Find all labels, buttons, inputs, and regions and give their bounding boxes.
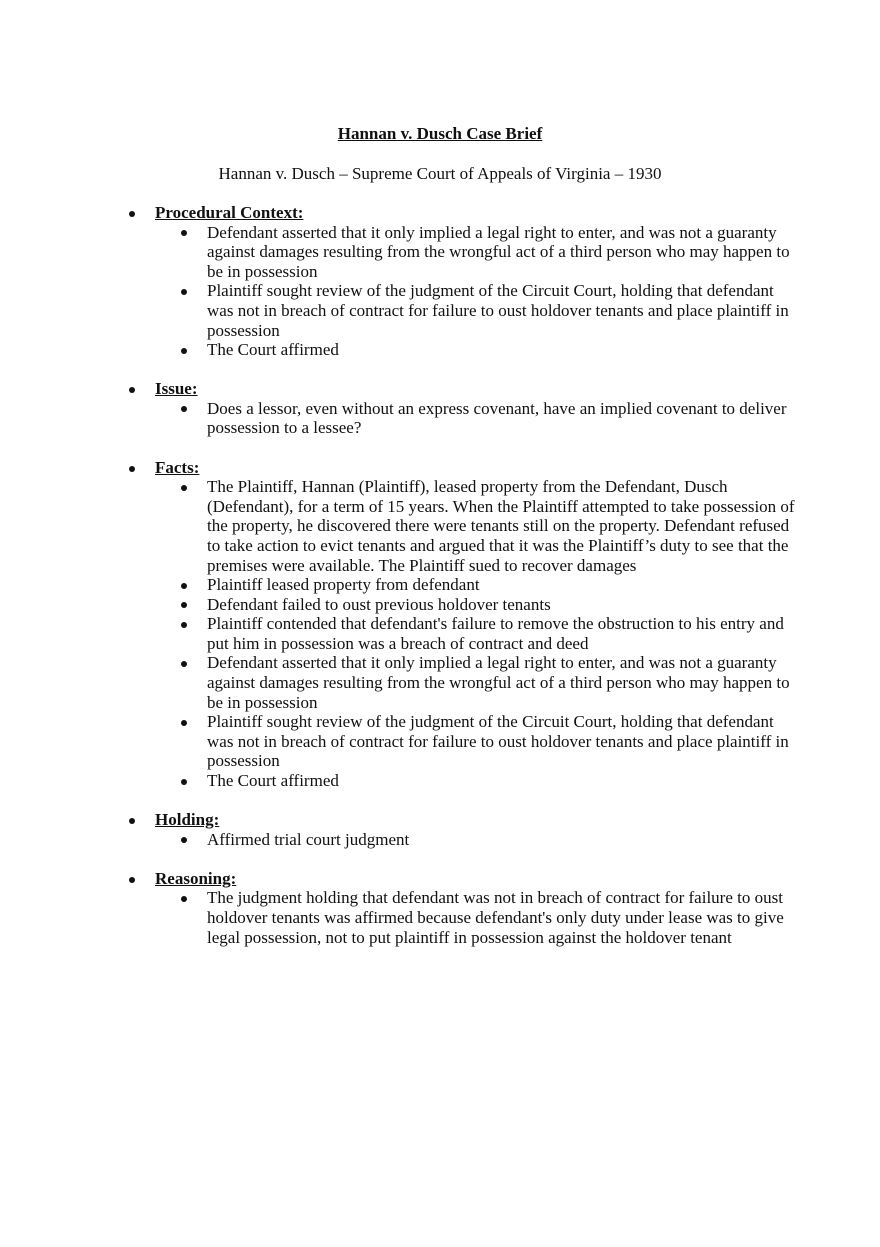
list-item: Defendant failed to oust previous holdover tenants: [155, 595, 803, 615]
bullet-list: [155, 888, 788, 947]
section-heading: Procedural Context:: [155, 203, 304, 222]
section-heading: Holding:: [155, 810, 220, 830]
bullet-list: [155, 477, 795, 791]
document-title: Hannan v. Dusch Case Brief: [337, 124, 543, 143]
list-item: Plaintiff sought review of the judgment of the Circuit Court, holding that defendant was not in breach of contract for failure to oust holdover tenants and place plaintiff in possession: [155, 281, 803, 340]
section-heading: Issue:: [155, 379, 198, 399]
list-item: The Court affirmed: [155, 340, 803, 360]
section-heading: Facts:: [155, 457, 200, 477]
section-issue: [128, 379, 788, 438]
bullet-list: [155, 223, 788, 360]
bullet-list: [155, 399, 788, 438]
list-item: Plaintiff contended that defendant's failure to remove the obstruction to his entry and put him in possession was a breach of contract and deed: [155, 614, 803, 653]
list-item: The Court affirmed: [155, 771, 803, 791]
list-item: The judgment holding that defendant was not in breach of contract for failure to oust holdover tenants was affirmed because defendant's only duty under lease was to give legal possession, not to put plaintiff in possession against the holdover tenant: [155, 888, 803, 947]
section-facts: [128, 457, 795, 791]
list-item: Does a lessor, even without an express covenant, have an implied covenant to deliver possession to a lessee?: [155, 399, 803, 438]
list-item: Defendant asserted that it only implied a legal right to enter, and was not a guaranty against damages resulting from the wrongful act of a third person who may happen to be in possession: [155, 653, 803, 712]
section-holding: [128, 810, 788, 849]
section-procedural-context: [128, 203, 788, 360]
brief-sections: [128, 203, 795, 967]
list-item: The Plaintiff, Hannan (Plaintiff), leased property from the Defendant, Dusch (Defendant), for a term of 15 years. When the Plaintiff attempted to take possession of the property, he discovered there were tenants still on the property. Defendant refused to take action to evict tenants and argued that it was the Plaintiff’s duty to see that the premises were available. The Plaintiff sued to recover damages: [155, 477, 803, 575]
list-item: Affirmed trial court judgment: [155, 830, 803, 850]
section-reasoning: [128, 869, 788, 947]
bullet-list: [155, 830, 788, 850]
list-item: Defendant asserted that it only implied a legal right to enter, and was not a guaranty against damages resulting from the wrongful act of a third person who may happen to be in possession: [155, 223, 803, 282]
section-heading: Reasoning:: [155, 868, 237, 888]
document-subtitle: Hannan v. Dusch – Supreme Court of Appeals of Virginia – 1930: [218, 164, 662, 183]
list-item: Plaintiff leased property from defendant: [155, 575, 803, 595]
list-item: Plaintiff sought review of the judgment of the Circuit Court, holding that defendant was not in breach of contract for failure to oust holdover tenants and place plaintiff in possession: [155, 712, 803, 771]
